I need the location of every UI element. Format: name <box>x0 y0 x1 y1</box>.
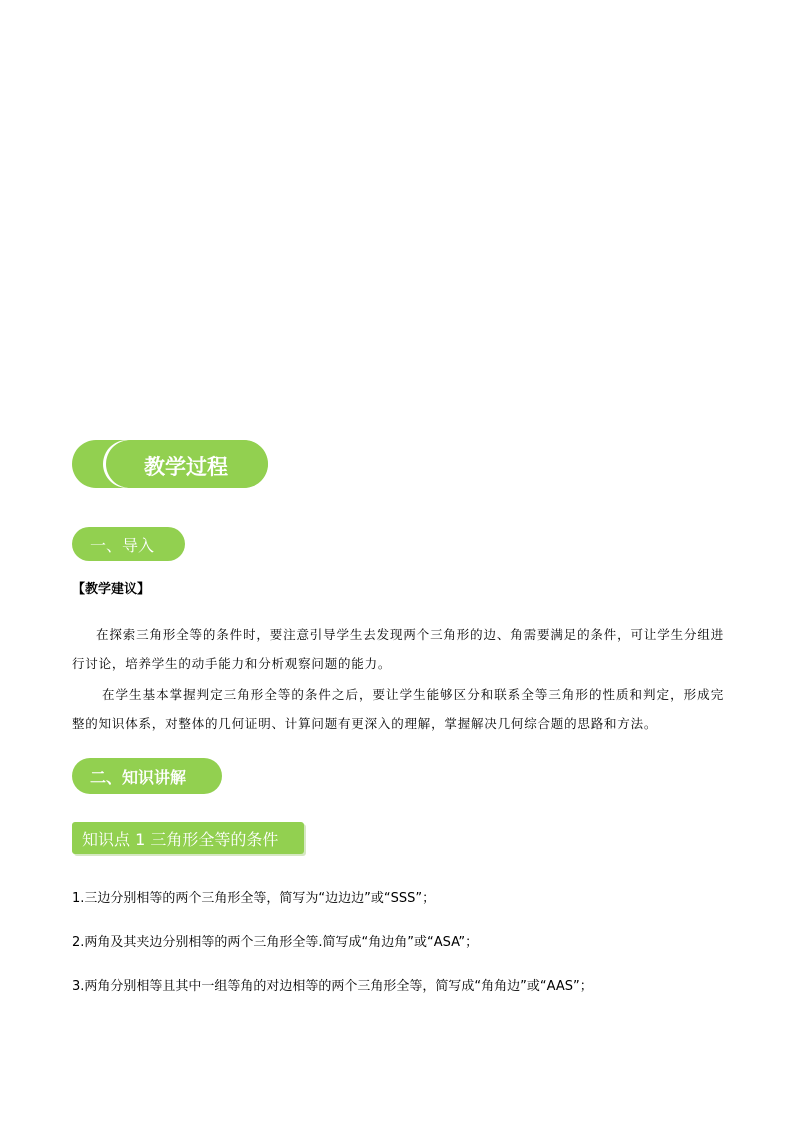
paragraph: 在学生基本掌握判定三角形全等的条件之后，要让学生能够区分和联系全等三角形的性质和判定，形成完整的知识体系，对整体的几何证明、计算问题有更深入的理解，掌握解决几何综合题的思路和方法。 <box>72 687 724 731</box>
list-item: 2.两角及其夹边分别相等的两个三角形全等.简写成“角边角”或“ASA”； <box>72 935 479 950</box>
list-item: 3.两角分别相等且其中一组等角的对边相等的两个三角形全等，简写成“角角边”或“AAS”； <box>72 979 593 994</box>
list-item: 1.三边分别相等的两个三角形全等，简写为“边边边”或“SSS”； <box>72 891 436 906</box>
paragraph: 在探索三角形全等的条件时，要注意引导学生去发现两个三角形的边、角需要满足的条件，可让学生分组进行讨论，培养学生的动手能力和分析观察问题的能力。 <box>72 627 724 671</box>
knowledge-point-heading: 知识点 1 三角形全等的条件 <box>72 822 304 854</box>
section-heading-knowledge: 二、知识讲解 <box>72 758 222 794</box>
teaching-tip-label: 【教学建议】 <box>72 582 151 597</box>
banner-title: 教学过程 <box>144 454 228 479</box>
section-heading-intro: 一、导入 <box>72 527 185 561</box>
